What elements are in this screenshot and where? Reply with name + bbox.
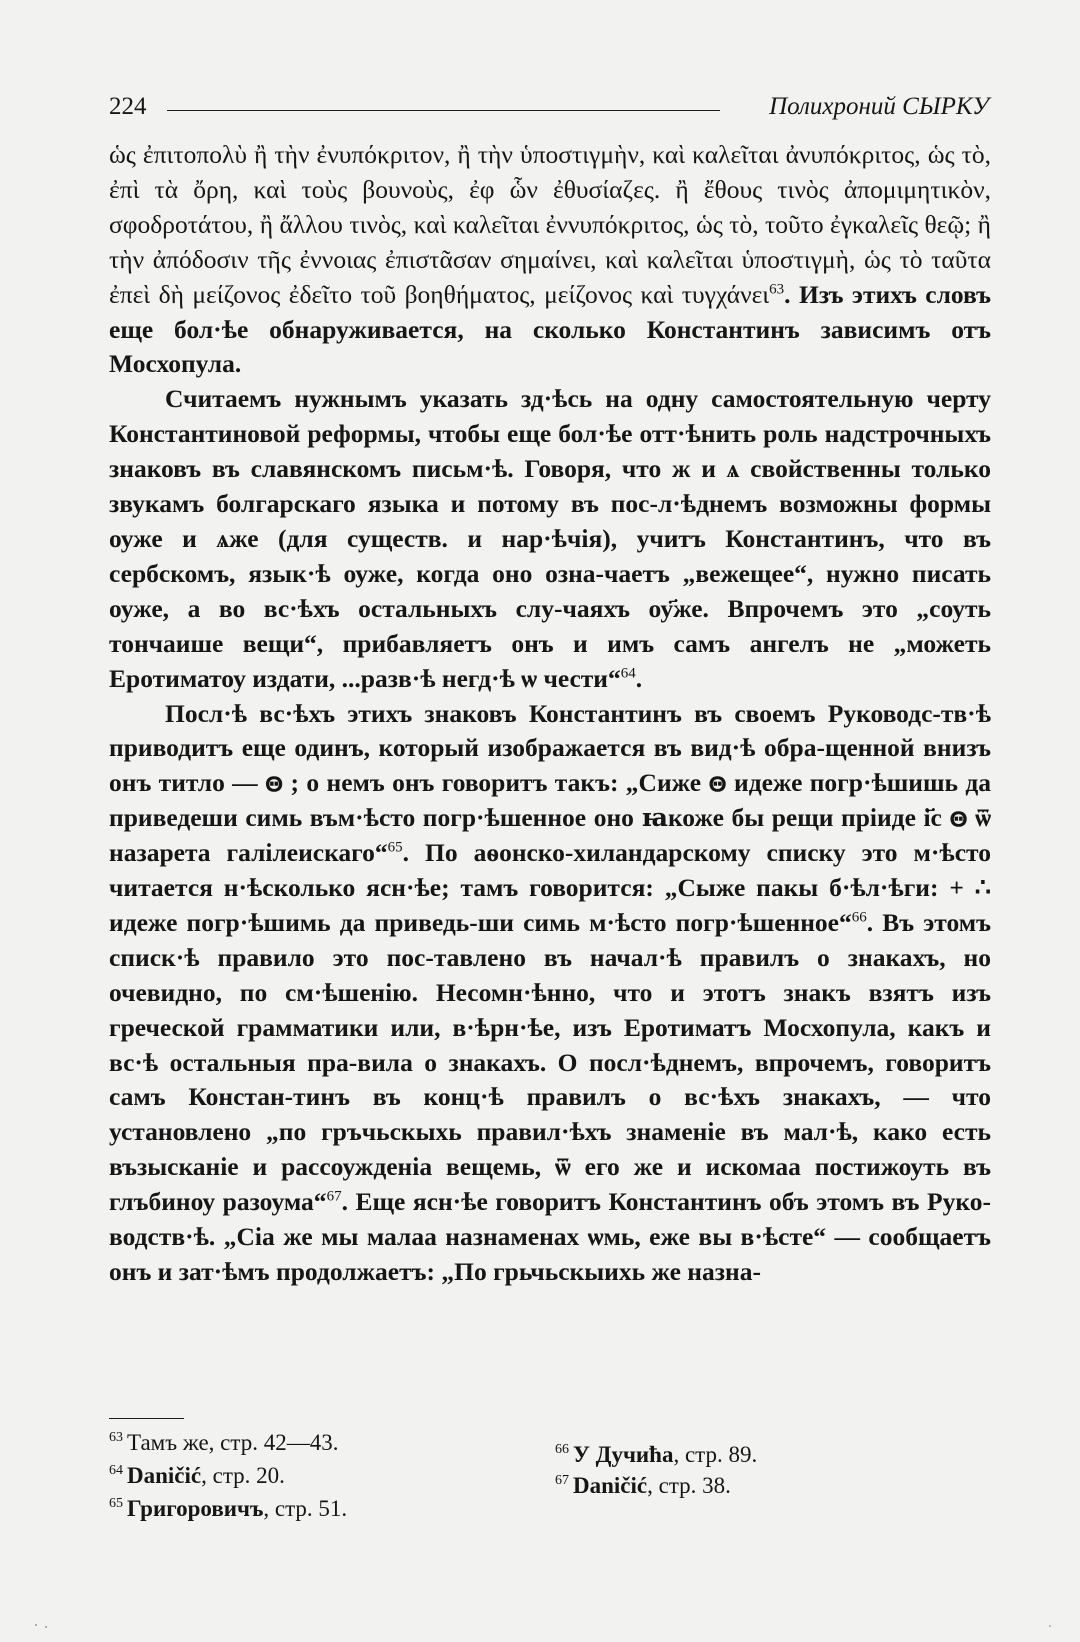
footnote-text: , стр. 38. bbox=[647, 1473, 731, 1498]
page-number: 224 bbox=[109, 93, 147, 120]
footnote-number: 67 bbox=[555, 1473, 569, 1489]
header-rule bbox=[167, 110, 720, 111]
footnote-number: 63 bbox=[109, 1430, 123, 1446]
footnote bbox=[109, 1426, 347, 1459]
footnotes-right-column bbox=[555, 1439, 757, 1501]
footnote-text: , стр. 20. bbox=[201, 1463, 285, 1488]
footnote-author: Daničić bbox=[573, 1473, 648, 1498]
scan-speck bbox=[35, 1624, 37, 1626]
footnote-text: , стр. 89. bbox=[673, 1442, 758, 1467]
footnote-number: 66 bbox=[555, 1442, 569, 1458]
footnote bbox=[555, 1470, 757, 1501]
footnote bbox=[109, 1492, 347, 1525]
footnote-author: Григоровичъ bbox=[127, 1496, 264, 1521]
footnote bbox=[109, 1459, 347, 1492]
footnote-ref: 65 bbox=[387, 839, 403, 856]
footnotes-left-column bbox=[109, 1426, 347, 1525]
footnote-ref: 67 bbox=[326, 1188, 342, 1205]
paragraph-3-text: Посл·ѣ вс·ѣхъ этихъ знаковъ Константинъ въ своемъ Руководс-тв·ѣ приводитъ еще одинъ, который изображается въ вид·ѣ обра-щенной внизъ онъ титло — ꙫ ; о немъ онъ говоритъ такъ: „Сиже ꙫ идеже погр·ѣшишь да приведеши симь въм·ѣсто погр·ѣшенное оно ꙗкоже бы рещи пріиде і҃с ꙫ ѿ назарета галілеискаго“ bbox=[109, 698, 991, 868]
footnote bbox=[555, 1439, 757, 1470]
footnote-author: У Дучића bbox=[573, 1442, 674, 1467]
paragraph-1 bbox=[109, 138, 991, 382]
footnote-ref: 64 bbox=[620, 665, 636, 682]
paragraph-3 bbox=[109, 697, 991, 1290]
running-title: Полихроний СЫРКУ bbox=[769, 93, 989, 120]
scan-speck bbox=[45, 1626, 47, 1628]
footnote-text: , стр. 51. bbox=[263, 1496, 348, 1521]
body-text bbox=[109, 138, 991, 1290]
footnote-rule bbox=[109, 1418, 184, 1419]
paragraph-2-text: Считаемъ нужнымъ указать зд·ѣсь на одну самостоятельную черту Константиновой реформы, чтобы еще бол·ѣе отт·ѣнить роль надстрочныхъ знаковъ въ славянскомъ письм·ѣ. Говоря, что ж и ѧ свойственны только звукамъ болгарскаго языка и потому въ пос-л·ѣднемъ возможны формы оуже и ѧже (для существ. и нар·ѣчія), учитъ Константинъ, что въ сербскомъ, язык·ѣ оуже, когда оно озна-чаетъ „вежещее“, нужно писать оуже, а во вс·ѣхъ остальныхъ слу-чаяхъ оу҃же. Впрочемъ это „соуть тончаише вещи“, прибавляетъ онъ и имъ самъ ангелъ не „можеть Еротиматоу издати, ...разв·ѣ негд·ѣ ѡ чести“ bbox=[109, 384, 991, 693]
paragraph-3-text-2: . По аѳонско-хиландарскому списку это м·ѣсто читается н·ѣсколько ясн·ѣе; тамъ говорится: „Сыже пакы б·ѣл·ѣги: + ∴ идеже погр·ѣшимь да приведь-ши симь м·ѣсто погр·ѣшенное“ bbox=[109, 838, 991, 937]
paragraph-2 bbox=[109, 382, 991, 696]
paragraph-1-text: ὡς ἐπιτοπολὺ ἢ τὴν ἐνυπόκριτον, ἢ τὴν ὑποστιγμὴν, καὶ καλεῖται ἀνυπόκριτος, ὡς τὸ, ἐπὶ τὰ ὄρη, καὶ τοὺς βουνοὺς, ἐφ ὧν ἐθυσίαζες. ἢ ἔθους τινὸς ἀπομιμητικὸν, σφοδροτάτου, ἢ ἄλλου τινὸς, καὶ καλεῖται ἐννυπόκριτος, ὡς τὸ, τοῦτο ἐγκαλεῖς θεῷ; ἢ τὴν ἀπόδοσιν τῆς ἐννοιας ἐπιστᾶσαν σημαίνει, καὶ καλεῖται ὑποστιγμὴ, ὡς τὸ ταῦτα ἐπεὶ δὴ μείζονος ἐδεῖτο τοῦ βοηθήματος, μείζονος καὶ τυγχάνει bbox=[109, 140, 991, 309]
scan-noise bbox=[0, 1600, 1080, 1642]
paragraph-3-text-4: . Еще ясн·ѣе говоритъ Константинъ объ этомъ въ Руко-водств·ѣ. „Сіа же мы малаа назнаменах ѡмь, еже вы в·ѣсте“ — сообщаетъ онъ и зат·ѣмъ продолжаетъ: „По грьчьскыихь же назна- bbox=[109, 1187, 991, 1286]
footnote-number: 64 bbox=[109, 1463, 123, 1479]
paragraph-3-text-3: . Въ этомъ списк·ѣ правило это пос-тавлено въ начал·ѣ правилъ о знакахъ, но очевидно, по см·ѣшенію. Несомн·ѣнно, что и этотъ знакъ взятъ изъ греческой грамматики или, в·ѣрн·ѣе, изъ Еротиматъ Мосхопула, какъ и вс·ѣ остальныя пра-вила о знакахъ. О посл·ѣднемъ, впрочемъ, говоритъ самъ Констан-тинъ въ конц·ѣ правилъ о вс·ѣхъ знакахъ, — что установлено „по гръчьскыхь правил·ѣхъ знаменіе въ мал·ѣ, како есть възысканіе и рассоужденіа вещемь, ѿ его же и искомаа постижоуть въ глъбиноу разоума“ bbox=[109, 907, 991, 1217]
footnote-author: Daničić bbox=[127, 1463, 202, 1488]
footnote-text: Тамъ же, стр. 42—43. bbox=[127, 1430, 339, 1455]
scan-speck bbox=[1049, 1625, 1051, 1627]
paragraph-2-text-2: . bbox=[635, 663, 643, 693]
page-header bbox=[109, 92, 989, 126]
footnote-ref: 63 bbox=[769, 281, 785, 298]
paragraph-1-text-2: . Изъ этихъ словъ еще бол·ѣе обнаруживается, на сколько Константинъ зависимъ отъ Мосхопула. bbox=[109, 279, 991, 379]
footnote-ref: 66 bbox=[851, 909, 867, 926]
footnote-number: 65 bbox=[109, 1496, 123, 1512]
